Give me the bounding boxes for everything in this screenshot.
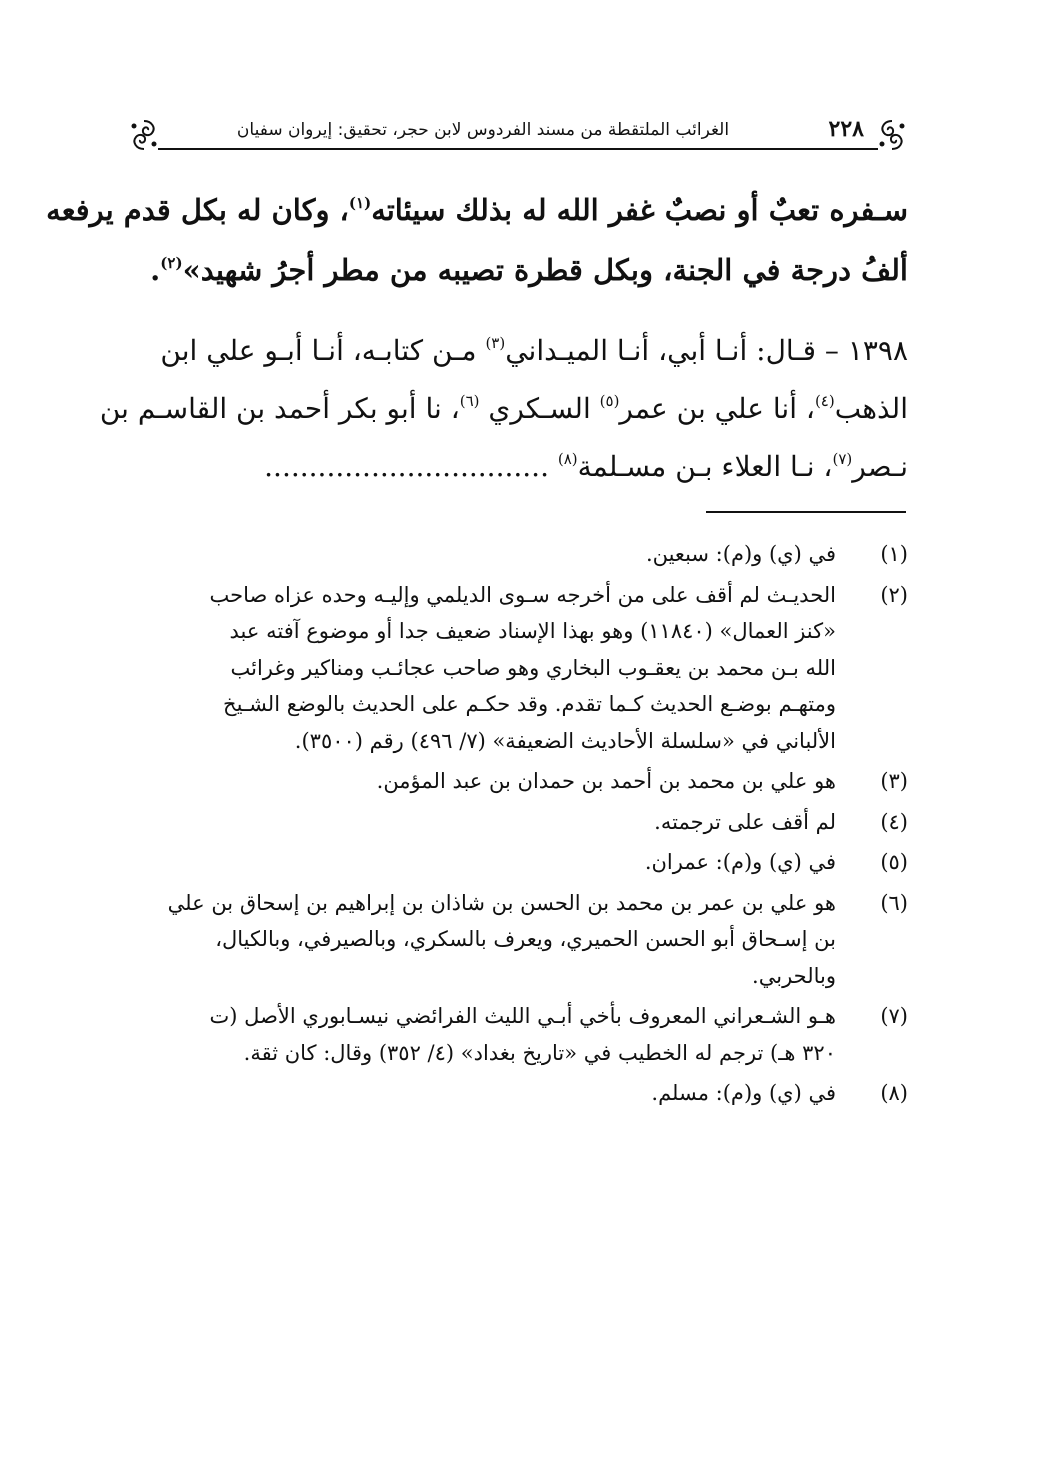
text-line: سـفره تعبٌ أو نصبٌ غفر الله له بذلك سيئاته$^{(١)}$، وكان له بكل قدم يرفعه — [46, 193, 908, 227]
footnote-divider — [706, 511, 906, 513]
floral-ornament-icon — [876, 118, 908, 152]
hadith-1398-isnad — [99, 322, 908, 496]
footnote-ref: (٨) — [557, 450, 578, 468]
footnote-item: (٧) هـو الشـعراني المعروف بأخي أبـي الليث الفرائضي نيسـابوري الأصل (ت ٣٢٠ هـ) ترجم له الخطيب في «تاريخ بغداد» (٤/ ٣٥٢) وقال: كان ثقة. — [132, 998, 908, 1071]
footnote-number: (٤) — [880, 809, 908, 834]
footnote-number: (٢) — [880, 582, 908, 607]
footnotes-section — [132, 536, 908, 1116]
footnote-ref: (٣) — [485, 334, 506, 352]
header-divider — [158, 148, 878, 150]
floral-ornament-icon — [128, 118, 160, 152]
footnote-item: (٦) هو علي بن عمر بن محمد بن الحسن بن شاذان بن إبراهيم بن إسحاق بن علي بن إسـحاق أبو الحسن الحميري، ويعرف بالسكري، وبالصيرفي، وبالكيال، وبالحربي. — [132, 885, 908, 995]
footnote-item: (٢) الحديـث لم أقف على من أخرجه سـوى الديلمي وإليـه وحده عزاه صاحب «كنز العمال» (١١٨٤٠) وهو بهذا الإسناد ضعيف جدا أو موضوع آفته عبد الله بـن محمد بن يعقـوب البخاري وهو صاحب عجائـب ومناكير وغرائب ومتهـم بوضـع الحديث كـما تقدم. وقد حكـم على الحديث بالوضع الشـيخ الألباني في «سلسلة الأحاديث الضعيفة» (٧/ ٤٩٦) رقم (٣٥٠٠). — [132, 577, 908, 760]
footnote-ref: (٢) — [160, 254, 183, 272]
footnote-item: (٨) في (ي) و(م): مسلم. — [132, 1075, 908, 1112]
footnote-number: (٦) — [880, 890, 908, 915]
footnote-number: (٣) — [880, 769, 908, 793]
footnote-ref: (٧) — [832, 450, 853, 468]
page-header — [128, 116, 908, 160]
text-line: ١٣٩٨ – قـال: أنـا أبي، أنـا الميـداني$^{(٣)}$ مـن كتابـه، أنـا أبـو علي ابن — [160, 334, 908, 367]
footnote-ref: (١) — [348, 194, 372, 212]
footnote-item: (٤) لم أقف على ترجمته. — [132, 804, 908, 841]
footnote-item: (٥) في (ي) و(م): عمران. — [132, 844, 908, 881]
footnote-item: (٣) هو علي بن محمد بن أحمد بن حمدان بن عبد المؤمن. — [132, 763, 908, 800]
footnote-ref: (٥) — [599, 392, 620, 410]
page-number: ٢٢٨ — [828, 116, 864, 142]
text-line: ألفُ درجة في الجنة، وبكل قطرة تصيبه من مطر أجرُ شهيد»$^{(٢)}$. — [150, 253, 908, 287]
footnote-number: (٧) — [880, 1004, 908, 1028]
footnote-item: (١) في (ي) و(م): سبعين. — [132, 536, 908, 573]
hadith-text-continuation — [46, 180, 908, 300]
text-line: الذهب$^{(٤)}$، أنا علي بن عمر$^{(٥)}$ السـكري $^{(٦)}$، نا أبو بكر أحمد بن القاسـم بن — [99, 392, 908, 425]
footnote-number: (٥) — [880, 850, 908, 874]
footnote-ref: (٦) — [459, 392, 480, 410]
text-line: نـصر$^{(٧)}$، نـا العلاء بـن مسـلمة$^{(٨)}$ ................................ — [264, 450, 908, 483]
running-header-title: الغرائب الملتقطة من مسند الفردوس لابن حجر، تحقيق: إيروان سفيان — [236, 120, 730, 140]
footnote-number: (١) — [880, 542, 908, 566]
footnote-number: (٨) — [880, 1081, 908, 1105]
footnote-ref: (٤) — [814, 392, 835, 410]
